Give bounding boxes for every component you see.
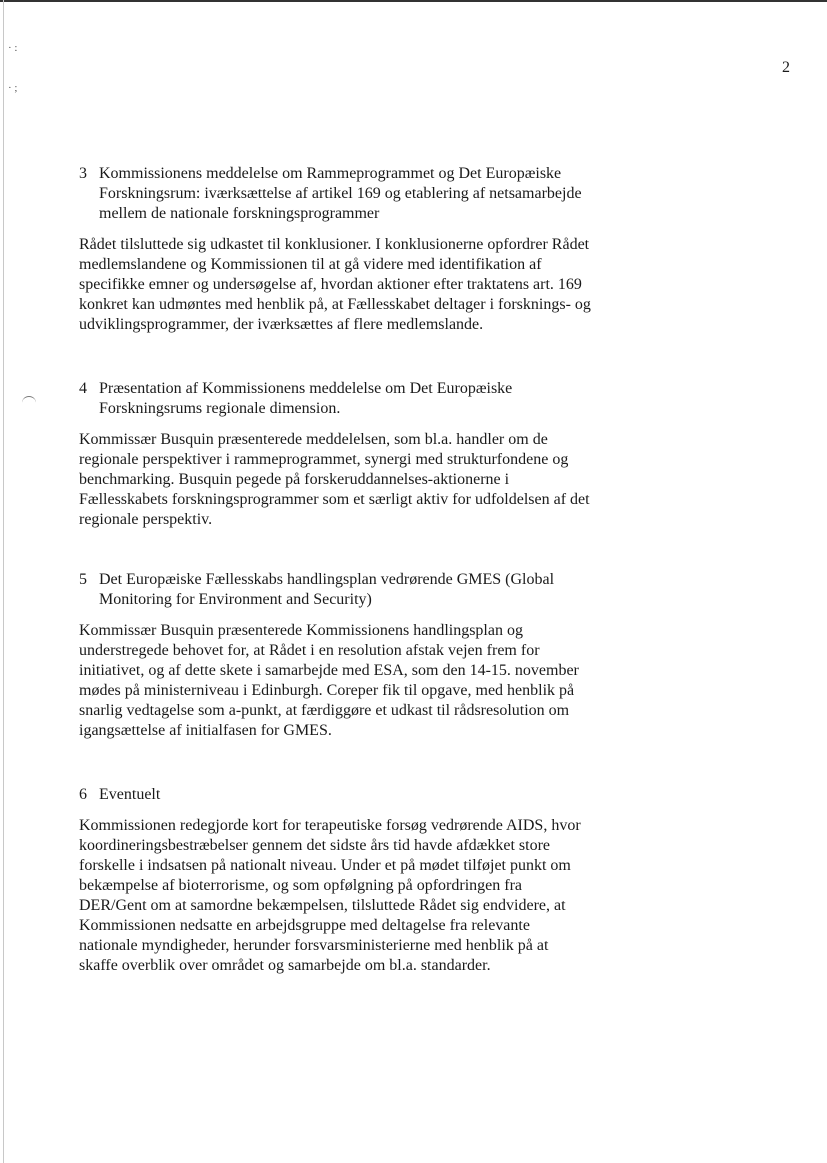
agenda-item-heading <box>79 164 599 224</box>
agenda-item-title: Præsentation af Kommissionens meddelelse om Det Europæiske Forskningsrums regionale dimension. <box>99 380 513 417</box>
agenda-item-heading <box>79 379 599 419</box>
agenda-item-title: Eventuelt <box>99 786 161 803</box>
agenda-item-text: Kommissær Busquin præsenterede meddelelsen, som bl.a. handler om de regionale perspektiver i rammeprogrammet, synergi med strukturfondene og benchmarking. Busquin pegede på forskeruddannelses-aktionerne i Fællesskabets forskningsprogrammer som et særligt aktiv for udfoldelsen af det regionale perspektiv. <box>79 431 590 528</box>
agenda-item-number: 6 <box>79 786 87 803</box>
margin-pen-mark <box>22 396 36 403</box>
agenda-item-4 <box>79 379 599 530</box>
agenda-item-heading <box>79 570 599 610</box>
agenda-item-text: Kommissionen redegjorde kort for terapeutiske forsøg vedrørende AIDS, hvor koordineringsbestræbelser gennem det sidste års tid havde afdækket store forskelle i indsatsen på nationalt niveau. Under et på mødet tilføjet punkt om bekæmpelse af bioterrorisme, og som opfølgning på opfordringen fra DER/Gent om at samordne bekæmpelsen, tilsluttede Rådet sig endvidere, at Kommissionen nedsatte en arbejdsgruppe med deltagelse fra relevante nationale myndigheder, herunder forsvarsministerierne med henblik på at skaffe overblik over området og samarbejde om bl.a. standarder. <box>79 817 581 974</box>
top-edge-rule <box>0 0 827 2</box>
agenda-item-number: 4 <box>79 380 87 397</box>
agenda-item-number: 5 <box>79 571 87 588</box>
agenda-item-5 <box>79 570 599 741</box>
agenda-item-number: 3 <box>79 165 87 182</box>
agenda-item-3 <box>79 164 599 335</box>
agenda-item-text: Kommissær Busquin præsenterede Kommissionens handlingsplan og understregede behovet for, at Rådet i en resolution afstak vejen frem for initiativet, og af dette skete i samarbejde med ESA, som den 14-15. november mødes på ministerniveau i Edinburgh. Coreper fik til opgave, med henblik på snarlig vedtagelse som a-punkt, at færdiggøre et udkast til rådsresolution om igangsættelse af initialfasen for GMES. <box>79 622 579 739</box>
agenda-item-text: Rådet tilsluttede sig udkastet til konklusioner. I konklusionerne opfordrer Rådet medlemslandene og Kommissionen til at gå videre med identifikation af specifikke emner og undersøgelse af, hvordan aktioner efter traktatens art. 169 konkret kan udmøntes med henblik på, at Fællesskabet deltager i forsknings- og udviklingsprogrammer, der iværksættes af flere medlemslande. <box>79 236 591 333</box>
page-number: 2 <box>782 59 790 76</box>
agenda-item-title: Kommissionens meddelelse om Rammeprogrammet og Det Europæiske Forskningsrum: iværksættelse af artikel 169 og etablering af netsamarbejde mellem de nationale forskningsprogrammer <box>99 165 582 222</box>
agenda-item-title: Det Europæiske Fællesskabs handlingsplan vedrørende GMES (Global Monitoring for Environment and Security) <box>99 571 555 608</box>
agenda-item-6 <box>79 785 599 976</box>
left-edge-rule <box>3 0 4 1163</box>
scan-artifact-marks: · : · ; <box>8 42 18 94</box>
agenda-item-heading <box>79 785 599 805</box>
document-body <box>79 164 599 976</box>
